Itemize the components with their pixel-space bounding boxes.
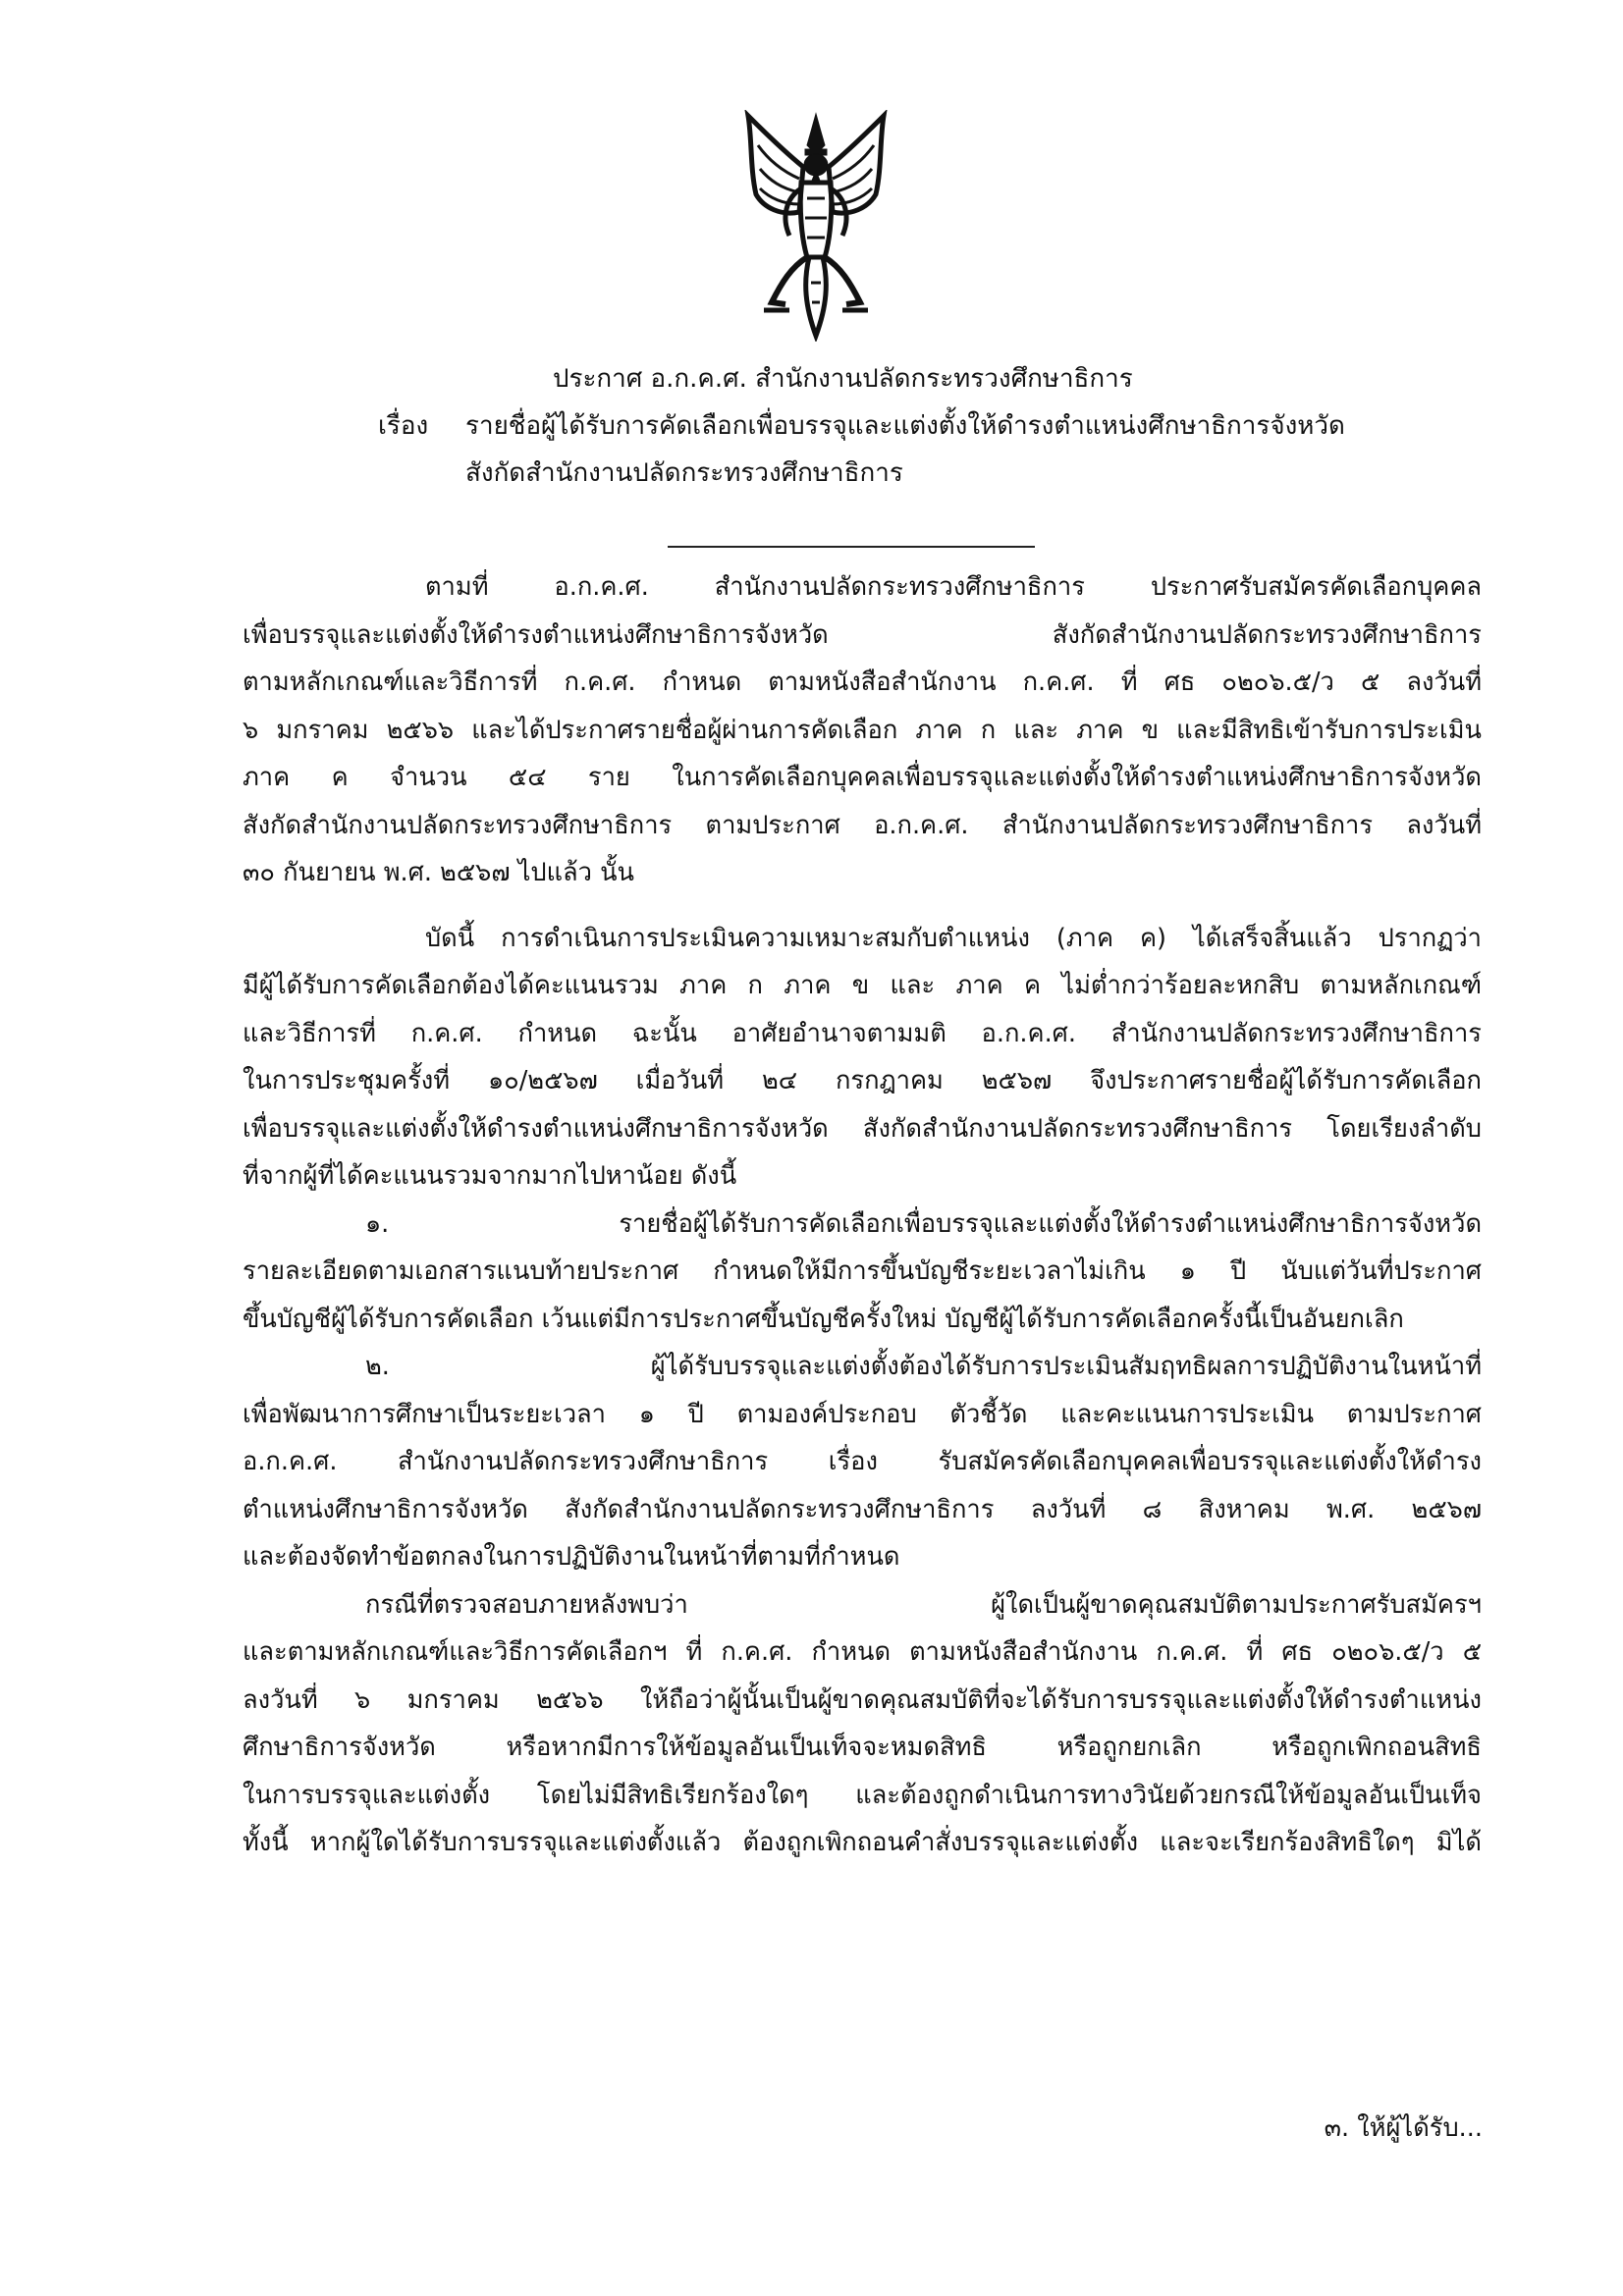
paragraph-line: สังกัดสำนักงานปลัดกระทรวงศึกษาธิการ ตามประกาศ อ.ก.ค.ศ. สำนักงานปลัดกระทรวงศึกษาธิการ ลงวันที่ — [243, 810, 1482, 840]
paragraph-line: ที่จากผู้ที่ได้คะแนนรวมจากมากไปหาน้อย ดังนี้ — [243, 1161, 737, 1191]
paragraph-line: ในการบรรจุและแต่งตั้ง โดยไม่มีสิทธิเรียกร้องใดๆ และต้องถูกดำเนินการทางวินัยด้วยกรณีให้ข้อมูลอันเป็นเท็จ — [243, 1780, 1482, 1810]
paragraph-line: ๑. รายชื่อผู้ได้รับการคัดเลือกเพื่อบรรจุและแต่งตั้งให้ดำรงตำแหน่งศึกษาธิการจังหวัด — [365, 1208, 1482, 1239]
paragraph-line: ศึกษาธิการจังหวัด หรือหากมีการให้ข้อมูลอันเป็นเท็จจะหมดสิทธิ หรือถูกยกเลิก หรือถูกเพิกถอนสิทธิ — [243, 1733, 1482, 1762]
paragraph-line: และต้องจัดทำข้อตกลงในการปฏิบัติงานในหน้าที่ตามที่กำหนด — [243, 1542, 900, 1572]
paragraph-line: และวิธีการที่ ก.ค.ศ. กำหนด ฉะนั้น อาศัยอำนาจตามมติ อ.ก.ค.ศ. สำนักงานปลัดกระทรวงศึกษาธิการ — [243, 1018, 1482, 1048]
paragraph-line: ๖ มกราคม ๒๕๖๖ และได้ประกาศรายชื่อผู้ผ่านการคัดเลือก ภาค ก และ ภาค ข และมีสิทธิเข้ารับการประเมิน — [243, 715, 1482, 745]
paragraph-line: มีผู้ได้รับการคัดเลือกต้องได้คะแนนรวม ภาค ก ภาค ข และ ภาค ค ไม่ต่ำกว่าร้อยละหกสิบ ตามหลักเกณฑ์ — [243, 971, 1482, 1000]
paragraph-line: ขึ้นบัญชีผู้ได้รับการคัดเลือก เว้นแต่มีการประกาศขึ้นบัญชีครั้งใหม่ บัญชีผู้ได้รับการคัดเลือกครั้งนี้เป็นอันยกเลิก — [243, 1304, 1404, 1334]
paragraph-line: รายละเอียดตามเอกสารแนบท้ายประกาศ กำหนดให้มีการขึ้นบัญชีระยะเวลาไม่เกิน ๑ ปี นับแต่วันที่ประกาศ — [243, 1256, 1482, 1286]
subject-label: เรื่อง — [378, 411, 429, 441]
paragraph-line: ตามที่ อ.ก.ค.ศ. สำนักงานปลัดกระทรวงศึกษาธิการ ประกาศรับสมัครคัดเลือกบุคคล — [425, 572, 1482, 602]
paragraph-item-1 — [243, 1201, 1482, 1344]
paragraph-line: ภาค ค จำนวน ๕๔ ราย ในการคัดเลือกบุคคลเพื่อบรรจุและแต่งตั้งให้ดำรงตำแหน่งศึกษาธิการจังหวัด — [243, 763, 1482, 792]
announcement-title: ประกาศ อ.ก.ค.ศ. สำนักงานปลัดกระทรวงศึกษาธิการ — [553, 364, 1133, 394]
paragraph-line: ในการประชุมครั้งที่ ๑๐/๒๕๖๗ เมื่อวันที่ ๒๔ กรกฎาคม ๒๕๖๗ จึงประกาศรายชื่อผู้ได้รับการคัดเลือก — [243, 1066, 1482, 1095]
paragraph-line: บัดนี้ การดำเนินการประเมินความเหมาะสมกับตำแหน่ง (ภาค ค) ได้เสร็จสิ้นแล้ว ปรากฏว่า — [425, 923, 1482, 953]
announcement-header — [0, 355, 1623, 497]
paragraph-1 — [243, 563, 1482, 897]
garuda-emblem-icon — [742, 110, 890, 342]
paragraph-item-2 — [243, 1343, 1482, 1581]
subject-row — [0, 402, 1623, 450]
paragraph-2 — [243, 915, 1482, 1201]
paragraph-line: กรณีที่ตรวจสอบภายหลังพบว่า ผู้ใดเป็นผู้ขาดคุณสมบัติตามประกาศรับสมัครฯ — [365, 1589, 1482, 1620]
paragraph-line: ๒. ผู้ได้รับบรรจุและแต่งตั้งต้องได้รับการประเมินสัมฤทธิผลการปฏิบัติงานในหน้าที่ — [365, 1352, 1482, 1381]
paragraph-line: ตามหลักเกณฑ์และวิธีการที่ ก.ค.ศ. กำหนด ตามหนังสือสำนักงาน ก.ค.ศ. ที่ ศธ ๐๒๐๖.๕/ว ๕ ลงวันที่ — [243, 667, 1482, 697]
subject-line-2: สังกัดสำนักงานปลัดกระทรวงศึกษาธิการ — [465, 458, 903, 488]
paragraph-conditions — [243, 1581, 1482, 1867]
continuation-note: ๓. ให้ผู้ได้รับ... — [1324, 2113, 1483, 2143]
subject-line-1: รายชื่อผู้ได้รับการคัดเลือกเพื่อบรรจุและแต่งตั้งให้ดำรงตำแหน่งศึกษาธิการจังหวัด — [465, 411, 1345, 441]
paragraph-gap — [243, 897, 1482, 915]
paragraph-line: ลงวันที่ ๖ มกราคม ๒๕๖๖ ให้ถือว่าผู้นั้นเป็นผู้ขาดคุณสมบัติที่จะได้รับการบรรจุและแต่งตั้งให้ดำรงตำแหน่ง — [243, 1684, 1482, 1715]
announcement-body — [243, 563, 1482, 1867]
header-divider — [668, 546, 1035, 548]
paragraph-line: เพื่อพัฒนาการศึกษาเป็นระยะเวลา ๑ ปี ตามองค์ประกอบ ตัวชี้วัด และคะแนนการประเมิน ตามประกาศ — [243, 1399, 1482, 1429]
paragraph-line: และตามหลักเกณฑ์และวิธีการคัดเลือกฯ ที่ ก.ค.ศ. กำหนด ตามหนังสือสำนักงาน ก.ค.ศ. ที่ ศธ ๐๒๐๖.๕/ว ๕ — [243, 1637, 1482, 1667]
paragraph-line: เพื่อบรรจุและแต่งตั้งให้ดำรงตำแหน่งศึกษาธิการจังหวัด สังกัดสำนักงานปลัดกระทรวงศึกษาธิการ โดยเรียงลำดับ — [243, 1113, 1482, 1144]
paragraph-line: ตำแหน่งศึกษาธิการจังหวัด สังกัดสำนักงานปลัดกระทรวงศึกษาธิการ ลงวันที่ ๘ สิงหาคม พ.ศ. ๒๕๖๗ — [243, 1494, 1482, 1524]
paragraph-line: เพื่อบรรจุและแต่งตั้งให้ดำรงตำแหน่งศึกษาธิการจังหวัด สังกัดสำนักงานปลัดกระทรวงศึกษาธิการ — [243, 619, 1482, 650]
paragraph-line: อ.ก.ค.ศ. สำนักงานปลัดกระทรวงศึกษาธิการ เรื่อง รับสมัครคัดเลือกบุคคลเพื่อบรรจุและแต่งตั้งให้ดำรง — [243, 1447, 1482, 1476]
paragraph-line: ทั้งนี้ หากผู้ใดได้รับการบรรจุและแต่งตั้งแล้ว ต้องถูกเพิกถอนคำสั่งบรรจุและแต่งตั้ง และจะเรียกร้องสิทธิใดๆ มิได้ — [243, 1828, 1482, 1857]
paragraph-line: ๓๐ กันยายน พ.ศ. ๒๕๖๗ ไปแล้ว นั้น — [243, 858, 634, 887]
